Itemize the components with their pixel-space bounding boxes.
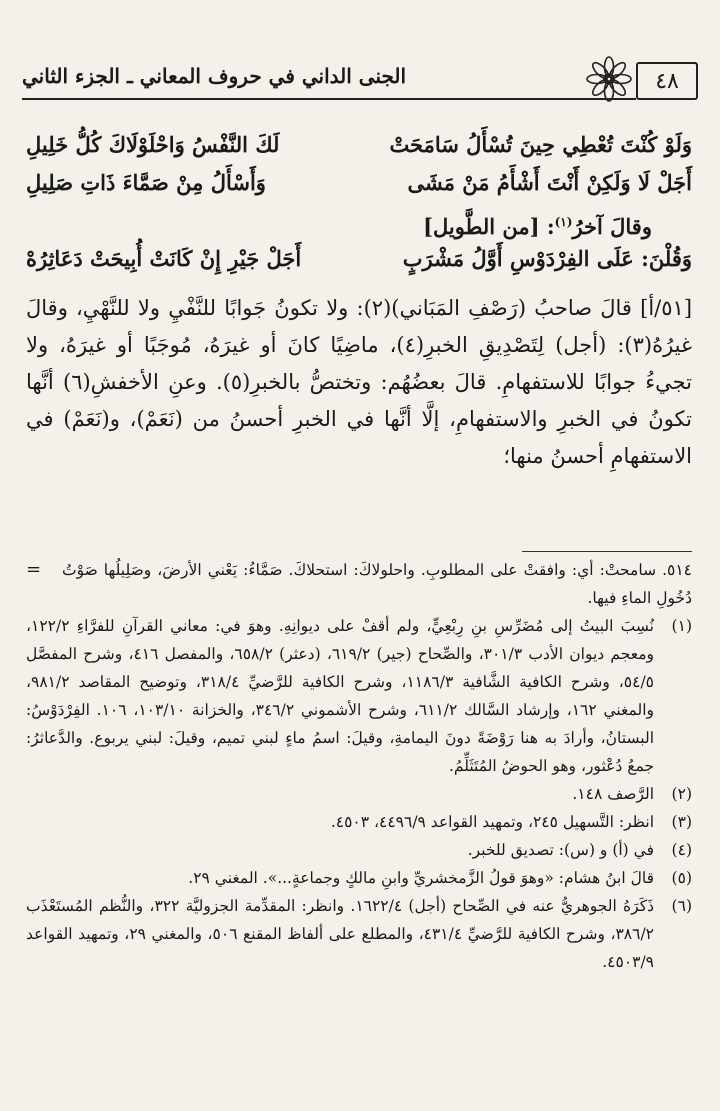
- footnote-item: [26, 892, 692, 976]
- gloss-text: ٥١٤. سامحتْ: أي: وافقتْ على المطلوبِ. واحلولاكَ: استحلاكَ. صَمَّاءُ: يَعْني الأرضَ، وصَلِيلُها صَوْتُ دُخُولِ الماءِ فيها.: [62, 561, 692, 607]
- running-title: الجنى الداني في حروف المعاني ـ الجزء الثاني: [22, 64, 407, 88]
- verse-line: [26, 170, 692, 208]
- footnote-item: [26, 612, 692, 780]
- footnote-text: انظر: التَّسهيل ٢٤٥، وتمهيد القواعد ٤٤٩٦/٩، ٤٥٠٣.: [330, 813, 654, 831]
- footnote-number: (٤): [671, 841, 692, 859]
- footnote-text: في (أ) و (س): تصديق للخبر.: [467, 841, 654, 859]
- verse-second-hemistich: وَأَسْأَلُ مِنْ صَمَّاءَ ذَاتِ صَلِيلِ: [26, 170, 266, 195]
- verse-second-hemistich: أَجَلْ جَيْرِ إِنْ كَانَتْ أُبِيحَتْ دَعَاثِرُهْ: [26, 246, 302, 271]
- intro-text: وقالَ آخرُ: [572, 214, 652, 239]
- footnote-text: قالَ ابنُ هشام: «وهوَ قولُ الزَّمخشريِّ وابنِ مالكٍ وجماعةٍ...». المغني ٢٩.: [188, 869, 654, 887]
- prose-paragraph: [٥١/أ] قالَ صاحبُ (رَصْفِ المَبَاني)(٢): ولا تكونُ جَوابًا للنَّفْيِ ولا للنَّهْيِ، وقالَ غيرُهُ(٣): (أجل) لِتَصْدِيقِ الخبرِ(٤)، ماضِيًا كانَ أو غيرَهُ، مُوجَبًا أو غيرَهُ، ولا تجيءُ جوابًا للاستفهامِ. قالَ بعضُهُم: وتختصُّ بالخبرِ(٥). وعنِ الأخفشِ(٦) أنَّها تكونُ في الخبرِ والاستفهامِ، إلَّا أنَّها في الخبرِ أحسنُ من (نَعَمْ)، و(نَعَمْ) في الاستفهامِ أحسنُ منها؛: [26, 296, 693, 468]
- footnote-number: (٦): [671, 897, 692, 915]
- page-header: [22, 62, 698, 106]
- main-text: [26, 132, 692, 475]
- footnote-number: (٢): [671, 785, 692, 803]
- meter-label: : [من الطَّويل]: [423, 214, 555, 239]
- page-number: ٤٨: [636, 62, 698, 100]
- verse-intro: [26, 208, 692, 246]
- prose-section: [26, 290, 692, 475]
- verse-gloss: [26, 556, 692, 612]
- verse-line: [26, 132, 692, 170]
- footnote-number: (٣): [671, 813, 692, 831]
- header-rule: [22, 98, 636, 100]
- footnote-text: الرَّصف ١٤٨.: [572, 785, 654, 803]
- continuation-mark: =: [26, 559, 42, 580]
- footnote-number: (٥): [671, 869, 692, 887]
- footnote-text: نُسِبَ البيتُ إلى مُضَرِّسِ بنِ رِبْعِيٍّ، ولم أقفْ على ديوانِهِ. وهوَ في: معاني القرآنِ للفرَّاءِ ١٢٢/٢، ومعجم ديوان الأدب ٣٠١/٣، والصِّحاح (جير) ٦١٩/٢، (دعثر) ٦٥٨/٢، والمفصل ٤١٦، وشرح المفصَّل ٥٤/٥، وشرح الكافية الشَّافية ١١٨٦/٣، وشرح الكافية للرَّضيِّ ٣١٨/٤، وتوضيح المقاصد ٩٨١/٢، والمغني ١٦٢، وإرشاد السَّالك ٦١١/٢، وشرح الأشموني ٣٤٦/٢، والخزانة ١٠٣/١٠، ١٠٦. الفِرْدَوْسُ: البستانُ، وأرادَ به هنا رَوْضَةً دونَ اليمامةِ، وقيلَ: اسمُ ماءٍ لبني تميم، وقيلَ: لبني يربوع. والدَّعاثرُ: جمعُ دُعْثور، وهو الحوضُ المُتَثَلِّمُ.: [26, 617, 654, 775]
- footnote-item: [26, 808, 692, 836]
- footnote-rule: [522, 551, 692, 552]
- verse-line: [26, 246, 692, 284]
- footnote-ref: (١): [554, 215, 573, 229]
- footnote-item: [26, 864, 692, 892]
- footnote-number: (١): [671, 617, 692, 635]
- flower-ornament-icon: [586, 56, 632, 102]
- footnote-item: [26, 836, 692, 864]
- verse-second-hemistich: لَكَ النَّفْسُ وَاحْلَوْلَاكَ كُلُّ خَلِيلِ: [26, 132, 280, 157]
- footnotes: [26, 556, 692, 976]
- verse-first-hemistich: وَقُلْنَ: عَلَى الفِرْدَوْسِ أَوَّلُ مَشْرَبٍ: [402, 246, 692, 271]
- verse-first-hemistich: أَجَلْ لَا وَلَكِنْ أَنْتَ أَشْأَمُ مَنْ مَشَى: [407, 170, 692, 195]
- verse-first-hemistich: وَلَوْ كُنْتَ تُعْطِي حِينَ تُسْأَلُ سَامَحَتْ: [389, 132, 692, 157]
- footnote-text: ذَكَرَهُ الجوهريُّ عنه في الصِّحاح (أجل) ١٦٢٢/٤. وانظر: المقدِّمة الجزوليَّة ٣٢٢، والنُّظم المُستَعْذَب ٣٨٦/٢، وشرح الكافية للرَّضيِّ ٤٣١/٤، والمطلع على ألفاظ المقنع ٥٠٦، والمغني ٢٩، وتمهيد القواعد ٤٥٠٣/٩.: [26, 897, 655, 971]
- footnote-item: [26, 780, 692, 808]
